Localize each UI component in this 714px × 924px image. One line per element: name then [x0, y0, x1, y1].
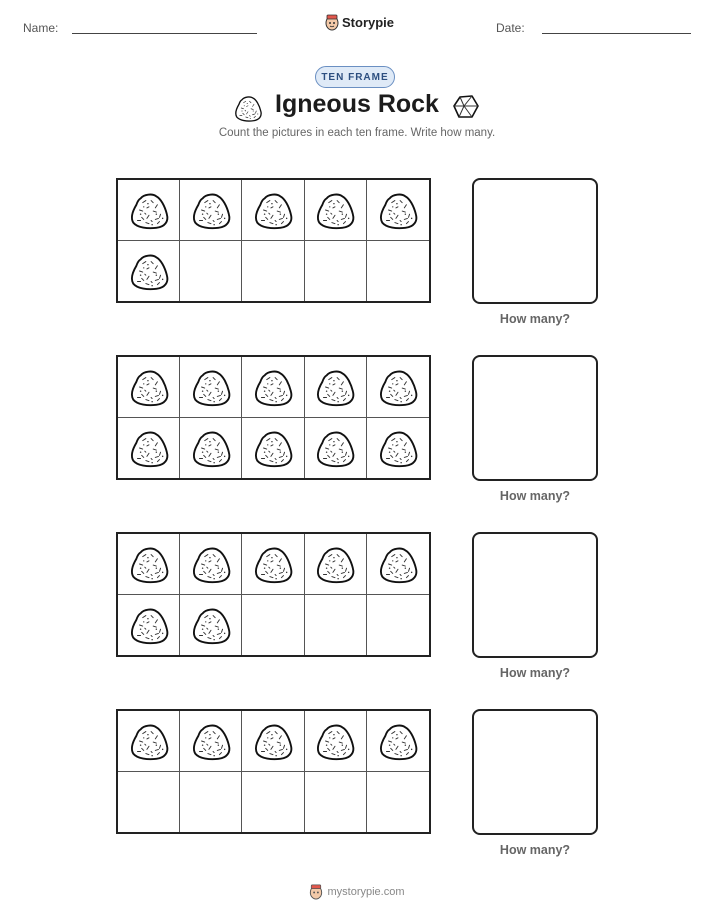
igneous-rock-icon — [377, 543, 419, 585]
ten-frame-cell — [118, 772, 180, 833]
igneous-rock-icon — [252, 427, 294, 469]
ten-frame-cell — [242, 357, 304, 418]
igneous-rock-icon — [252, 189, 294, 231]
ten-frame-cell — [305, 357, 367, 418]
answer-box-3[interactable] — [472, 532, 598, 658]
ten-frame-cell — [367, 241, 429, 302]
storypie-mascot-icon — [325, 13, 339, 31]
igneous-rock-icon — [128, 189, 170, 231]
ten-frame-cell — [118, 180, 180, 241]
ten-frame-cell — [242, 595, 304, 656]
igneous-rock-icon — [190, 427, 232, 469]
answer-box-4[interactable] — [472, 709, 598, 835]
footer — [0, 883, 714, 900]
ten-frame-cell — [305, 418, 367, 479]
igneous-rock-icon — [314, 427, 356, 469]
igneous-rock-icon — [314, 720, 356, 762]
answer-box-2[interactable] — [472, 355, 598, 481]
igneous-rock-icon — [377, 720, 419, 762]
ten-frame-cell — [180, 534, 242, 595]
ten-frame-cell — [367, 772, 429, 833]
ten-frame-cell — [180, 595, 242, 656]
ten-frame-cell — [180, 357, 242, 418]
ten-frame-4 — [116, 709, 431, 834]
brand-name: Storypie — [342, 14, 395, 30]
how-many-label-1: How many? — [499, 312, 571, 326]
crystal-icon — [452, 94, 480, 120]
ten-frame-cell — [242, 180, 304, 241]
ten-frame-cell — [367, 180, 429, 241]
ten-frame-cell — [242, 241, 304, 302]
ten-frame-cell — [242, 711, 304, 772]
ten-frame-cell — [118, 418, 180, 479]
ten-frame-cell — [180, 180, 242, 241]
ten-frame-cell — [367, 357, 429, 418]
date-label: Date: — [496, 21, 525, 35]
igneous-rock-icon — [377, 427, 419, 469]
ten-frame-cell — [118, 595, 180, 656]
ten-frame-cell — [242, 534, 304, 595]
ten-frame-cell — [305, 241, 367, 302]
igneous-rock-icon — [128, 250, 170, 292]
igneous-rock-icon — [190, 604, 232, 646]
ten-frame-cell — [367, 418, 429, 479]
ten-frame-cell — [118, 357, 180, 418]
how-many-label-2: How many? — [499, 489, 571, 503]
name-label: Name: — [23, 21, 59, 35]
ten-frame-cell — [305, 595, 367, 656]
ten-frame-cell — [118, 241, 180, 302]
igneous-rock-icon — [128, 543, 170, 585]
igneous-rock-icon — [190, 720, 232, 762]
ten-frame-2 — [116, 355, 431, 480]
igneous-rock-icon — [190, 543, 232, 585]
ten-frame-cell — [305, 534, 367, 595]
igneous-rock-icon — [128, 427, 170, 469]
igneous-rock-icon — [314, 189, 356, 231]
instructions: Count the pictures in each ten frame. Write how many. — [218, 127, 496, 139]
igneous-rock-icon — [314, 366, 356, 408]
igneous-rock-icon — [252, 366, 294, 408]
igneous-rock-icon — [377, 366, 419, 408]
ten-frame-cell — [180, 418, 242, 479]
footer-url: mystorypie.com — [327, 885, 405, 898]
igneous-rock-icon — [314, 543, 356, 585]
ten-frame-badge: TEN FRAME — [315, 66, 395, 88]
how-many-label-4: How many? — [499, 843, 571, 857]
igneous-rock-icon — [128, 366, 170, 408]
ten-frame-cell — [118, 711, 180, 772]
ten-frame-cell — [180, 711, 242, 772]
answer-box-1[interactable] — [472, 178, 598, 304]
ten-frame-1 — [116, 178, 431, 303]
ten-frame-cell — [180, 241, 242, 302]
igneous-rock-icon — [190, 189, 232, 231]
ten-frame-cell — [118, 534, 180, 595]
ten-frame-cell — [367, 595, 429, 656]
igneous-rock-icon — [128, 720, 170, 762]
igneous-rock-icon — [252, 720, 294, 762]
ten-frame-cell — [242, 418, 304, 479]
igneous-rock-icon — [128, 604, 170, 646]
page-title: Igneous Rock — [275, 90, 439, 118]
how-many-label-3: How many? — [499, 666, 571, 680]
igneous-rock-icon — [190, 366, 232, 408]
brand-logo — [325, 13, 394, 31]
ten-frame-cell — [367, 711, 429, 772]
ten-frame-cell — [180, 772, 242, 833]
igneous-rock-icon — [252, 543, 294, 585]
ten-frame-cell — [367, 534, 429, 595]
ten-frame-cell — [242, 772, 304, 833]
ten-frame-cell — [305, 711, 367, 772]
ten-frame-cell — [305, 180, 367, 241]
storypie-mascot-icon — [309, 883, 323, 900]
ten-frame-3 — [116, 532, 431, 657]
igneous-rock-icon — [377, 189, 419, 231]
date-line[interactable] — [542, 33, 691, 34]
name-line[interactable] — [72, 33, 257, 34]
ten-frame-cell — [305, 772, 367, 833]
